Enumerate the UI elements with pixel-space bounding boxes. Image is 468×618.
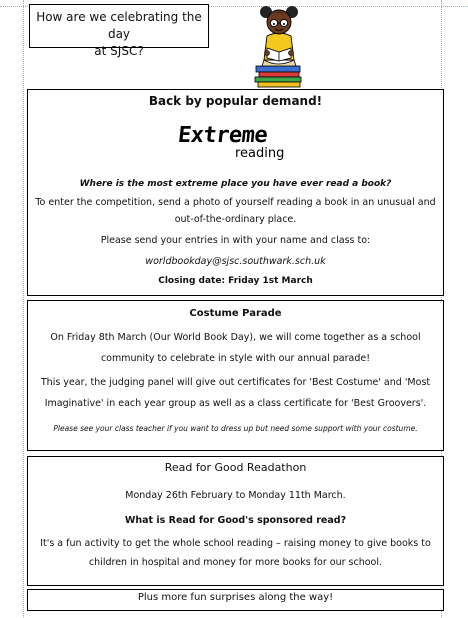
section1-closing-date: Closing date: Friday 1st March <box>158 276 313 286</box>
logo-extreme-word: Extreme <box>176 123 269 148</box>
section2-line1: On Friday 8th March (Our World Book Day), we will come together as a school <box>50 332 421 343</box>
extreme-reading-logo <box>178 123 298 163</box>
section3-line1: It's a fun activity to get the whole school reading – raising money to give books to <box>40 538 431 549</box>
section3-line2: children in hospital and money for more books for our school. <box>88 557 383 568</box>
section1-email: worldbookday@sjsc.southwark.sch.uk <box>145 256 326 267</box>
reading-girl-illustration <box>250 2 308 88</box>
costume-parade-section <box>27 300 444 451</box>
speech-bubble-line1: How are we celebrating the day <box>36 10 202 41</box>
extreme-reading-section <box>27 89 444 296</box>
section2-line2: community to celebrate in style with our annual parade! <box>100 353 371 364</box>
surprises-section <box>27 589 444 611</box>
speech-bubble <box>29 4 209 58</box>
section2-note: Please see your class teacher if you want to dress up but need some support with your costume. <box>53 424 418 433</box>
section1-heading: Back by popular demand! <box>148 94 323 108</box>
logo-reading-word: reading <box>235 146 285 161</box>
section1-body-line1: To enter the competition, send a photo of yourself reading a book in an unusual and <box>35 197 436 208</box>
section3-dates: Monday 26th February to Monday 11th March. <box>125 490 346 501</box>
section1-question: Where is the most extreme place you have ever read a book? <box>79 179 392 189</box>
section2-line4: Imaginative' in each year group as well as a class certificate for 'Best Groovers'. <box>44 398 427 409</box>
speech-bubble-line2: at SJSC? <box>94 44 144 58</box>
section1-body-line2: out-of-the-ordinary place. <box>174 214 297 225</box>
section1-body-line3: Please send your entries in with your name and class to: <box>100 235 371 246</box>
section2-line3: This year, the judging panel will give out certificates for 'Best Costume' and 'Most <box>40 377 431 388</box>
section3-heading: Read for Good Readathon <box>164 461 307 474</box>
section3-subheading: What is Read for Good's sponsored read? <box>124 515 347 526</box>
section2-heading: Costume Parade <box>189 308 282 319</box>
page-guide-left <box>23 0 24 618</box>
readathon-section <box>27 456 444 586</box>
section4-text: Plus more fun surprises along the way! <box>137 592 334 603</box>
